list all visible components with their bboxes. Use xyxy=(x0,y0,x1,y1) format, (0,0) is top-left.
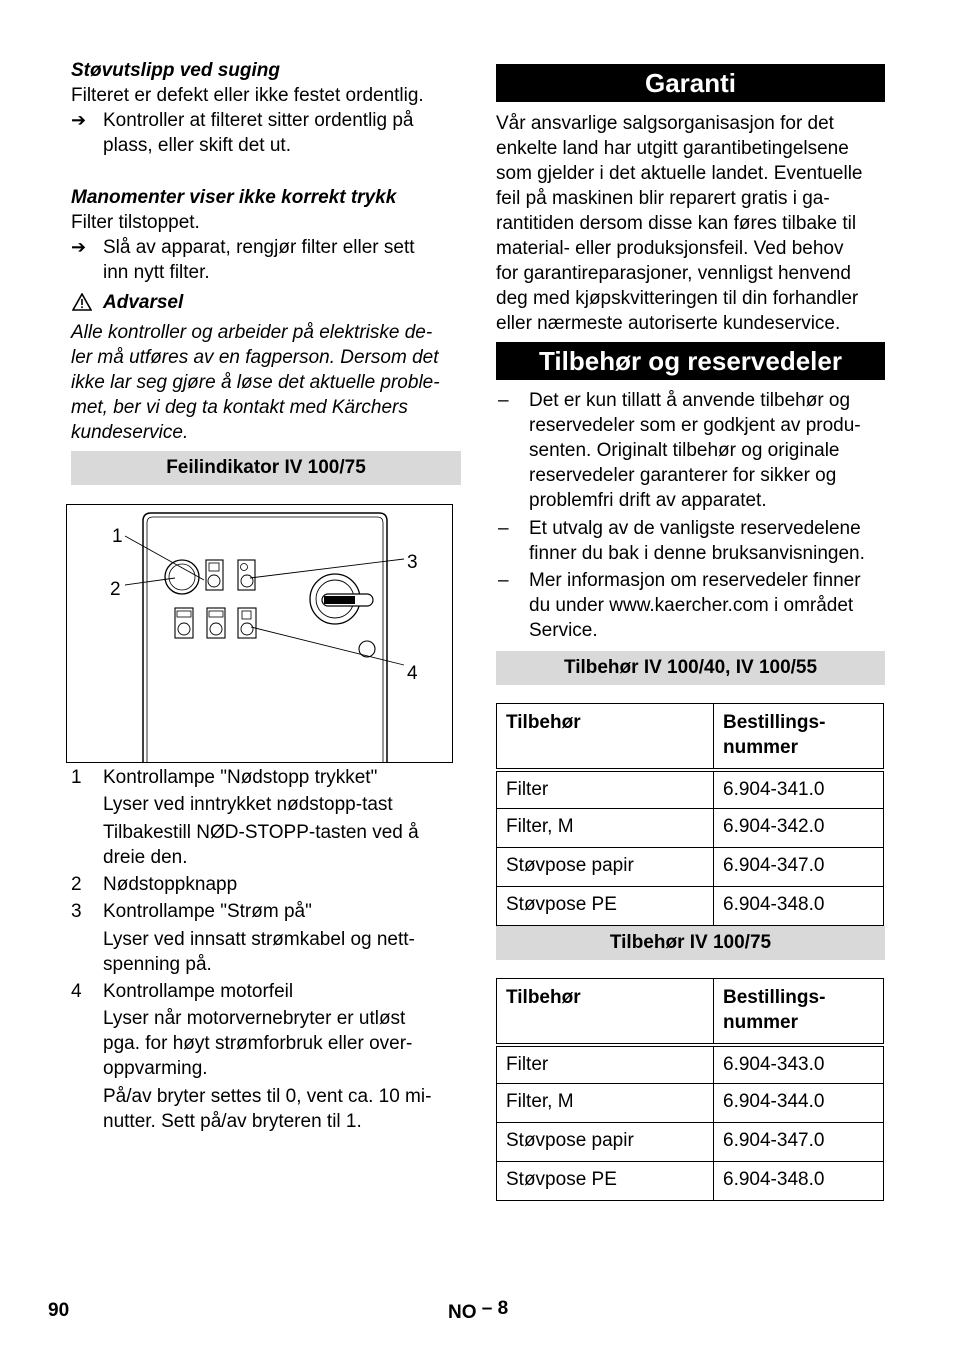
legend-text: dreie den. xyxy=(103,847,188,868)
action-text-line: Slå av apparat, rengjør filter eller sett xyxy=(103,237,415,258)
header-line: Bestillings- xyxy=(723,712,826,733)
list-line: Mer informasjon om reservedeler finner xyxy=(529,570,861,591)
legend-number: 1 xyxy=(71,767,82,788)
cell-name: Støvpose papir xyxy=(497,848,714,887)
list-dash: – xyxy=(498,570,509,591)
list-line: reservedeler garanterer for sikker og xyxy=(529,465,837,486)
list-text xyxy=(529,516,886,566)
cell-number: 6.904-341.0 xyxy=(714,770,884,809)
cell-number: 6.904-348.0 xyxy=(714,887,884,926)
action-step-dust xyxy=(71,108,463,160)
legend-number: 3 xyxy=(71,901,82,922)
control-panel-drawing xyxy=(67,505,452,762)
cell-name: Støvpose PE xyxy=(497,1162,714,1201)
section-cause-manometer: Filter tilstoppet. xyxy=(71,212,200,233)
list-line: du under www.kaercher.com i området xyxy=(529,595,854,616)
garanti-line: som gjelder i det aktuelle landet. Eventuelle xyxy=(496,163,863,184)
legend-text: spenning på. xyxy=(103,954,212,975)
legend-text: På/av bryter settes til 0, vent ca. 10 mi- xyxy=(103,1086,432,1107)
list-text xyxy=(529,388,886,513)
callout-4: 4 xyxy=(407,663,418,684)
warning-text xyxy=(71,320,463,445)
footer-language: NO xyxy=(448,1302,477,1323)
accessories-table-2 xyxy=(496,978,884,1201)
page-number: 90 xyxy=(48,1300,70,1321)
legend-number: 2 xyxy=(71,874,82,895)
column-header-accessory: Tilbehør xyxy=(497,979,714,1045)
callout-1: 1 xyxy=(112,526,123,547)
accessories-table-1 xyxy=(496,703,884,926)
legend-text: pga. for høyt strømforbruk eller over- xyxy=(103,1033,413,1054)
warning-line: Alle kontroller og arbeider på elektriske de- xyxy=(71,322,433,343)
legend-text: oppvarming. xyxy=(103,1058,208,1079)
garanti-line: enkelte land har utgitt garantibetingelsene xyxy=(496,138,849,159)
table-row xyxy=(497,1123,884,1162)
callout-2: 2 xyxy=(110,579,121,600)
list-line: Det er kun tillatt å anvende tilbehør og xyxy=(529,390,851,411)
arrow-right-icon: ➔ xyxy=(71,237,87,257)
cell-number: 6.904-342.0 xyxy=(714,809,884,848)
figure-legend xyxy=(71,765,463,1145)
warning-heading xyxy=(71,290,271,315)
table-row xyxy=(497,1045,884,1084)
table1-heading: Tilbehør IV 100/40, IV 100/55 xyxy=(496,651,885,685)
action-step-manometer xyxy=(71,235,463,287)
legend-text: Lyser ved inntrykket nødstopp-tast xyxy=(103,794,393,815)
table-row xyxy=(497,1162,884,1201)
table-row xyxy=(497,770,884,809)
right-column xyxy=(496,64,886,1204)
legend-text: Nødstoppknapp xyxy=(103,874,238,895)
warning-line: ler må utføres av en fagperson. Dersom det xyxy=(71,347,439,368)
legend-text: Lyser ved innsatt strømkabel og nett- xyxy=(103,929,415,950)
legend-text: Tilbakestill NØD-STOPP-tasten ved å xyxy=(103,822,419,843)
list-line: problemfri drift av apparatet. xyxy=(529,490,767,511)
cell-name: Filter, M xyxy=(497,1084,714,1123)
legend-text: Kontrollampe "Nødstopp trykket" xyxy=(103,767,378,788)
legend-text: nutter. Sett på/av bryteren til 1. xyxy=(103,1111,362,1132)
list-dash: – xyxy=(498,518,509,539)
indicator-heading: Feilindikator IV 100/75 xyxy=(71,451,461,485)
warning-line: met, ber vi deg ta kontakt med Kärchers xyxy=(71,397,408,418)
accessories-list xyxy=(496,388,886,648)
garanti-line: eller nærmeste autoriserte kundeservice. xyxy=(496,313,841,334)
control-panel-figure xyxy=(66,504,453,763)
cell-number: 6.904-347.0 xyxy=(714,1123,884,1162)
warning-triangle-icon xyxy=(72,293,92,311)
action-text-line: inn nytt filter. xyxy=(103,262,210,283)
garanti-line: deg med kjøpskvitteringen til din forhandler xyxy=(496,288,859,309)
header-line: nummer xyxy=(723,1012,798,1033)
garanti-heading: Garanti xyxy=(496,64,885,102)
list-line: finner du bak i denne bruksanvisningen. xyxy=(529,543,865,564)
section-title-manometer: Manomenter viser ikke korrekt trykk xyxy=(71,187,397,208)
cell-number: 6.904-348.0 xyxy=(714,1162,884,1201)
list-text xyxy=(529,568,886,643)
table2-heading: Tilbehør IV 100/75 xyxy=(496,926,885,960)
legend-number: 4 xyxy=(71,981,82,1002)
list-dash: – xyxy=(498,390,509,411)
warning-line: kundeservice. xyxy=(71,422,189,443)
table-row xyxy=(497,809,884,848)
table-row xyxy=(497,887,884,926)
callout-3: 3 xyxy=(407,552,418,573)
list-line: Et utvalg av de vanligste reservedelene xyxy=(529,518,861,539)
column-header-order-number xyxy=(714,704,884,770)
header-line: Bestillings- xyxy=(723,987,826,1008)
table-row xyxy=(497,1084,884,1123)
legend-text: Lyser når motorvernebryter er utløst xyxy=(103,1008,406,1029)
list-line: Service. xyxy=(529,620,598,641)
warning-line: ikke lar seg gjøre å løse det aktuelle proble- xyxy=(71,372,440,393)
left-column xyxy=(71,58,463,1158)
action-text-line: Kontroller at filteret sitter ordentlig på xyxy=(103,110,414,131)
cell-name: Filter xyxy=(497,770,714,809)
column-header-order-number xyxy=(714,979,884,1045)
cell-name: Filter, M xyxy=(497,809,714,848)
cell-number: 6.904-347.0 xyxy=(714,848,884,887)
footer-section xyxy=(448,1296,508,1321)
cell-name: Filter xyxy=(497,1045,714,1084)
action-text-line: plass, eller skift det ut. xyxy=(103,135,291,156)
section-cause-dust: Filteret er defekt eller ikke festet ordentlig. xyxy=(71,85,424,106)
column-header-accessory: Tilbehør xyxy=(497,704,714,770)
garanti-text xyxy=(496,111,886,336)
garanti-line: Vår ansvarlige salgsorganisasjon for det xyxy=(496,113,834,134)
legend-text: Kontrollampe motorfeil xyxy=(103,981,294,1002)
warning-title: Advarsel xyxy=(103,292,184,313)
list-line: senten. Originalt tilbehør og originale xyxy=(529,440,840,461)
garanti-line: for garantireparasjoner, vennligst henvend xyxy=(496,263,851,284)
table-header-row xyxy=(497,704,884,770)
footer-section-number: – 8 xyxy=(481,1298,509,1319)
table-header-row xyxy=(497,979,884,1045)
cell-name: Støvpose PE xyxy=(497,887,714,926)
garanti-line: material- eller produksjonsfeil. Ved behov xyxy=(496,238,844,259)
cell-name: Støvpose papir xyxy=(497,1123,714,1162)
section-title-dust: Støvutslipp ved suging xyxy=(71,60,281,81)
legend-text: Kontrollampe "Strøm på" xyxy=(103,901,312,922)
arrow-right-icon: ➔ xyxy=(71,110,87,130)
cell-number: 6.904-343.0 xyxy=(714,1045,884,1084)
garanti-line: rantitiden dersom disse kan føres tilbake til xyxy=(496,213,857,234)
header-line: nummer xyxy=(723,737,798,758)
accessories-heading: Tilbehør og reservedeler xyxy=(496,342,885,380)
list-line: reservedeler som er godkjent av produ- xyxy=(529,415,861,436)
cell-number: 6.904-344.0 xyxy=(714,1084,884,1123)
garanti-line: feil på maskinen blir reparert gratis i ga- xyxy=(496,188,830,209)
table-row xyxy=(497,848,884,887)
